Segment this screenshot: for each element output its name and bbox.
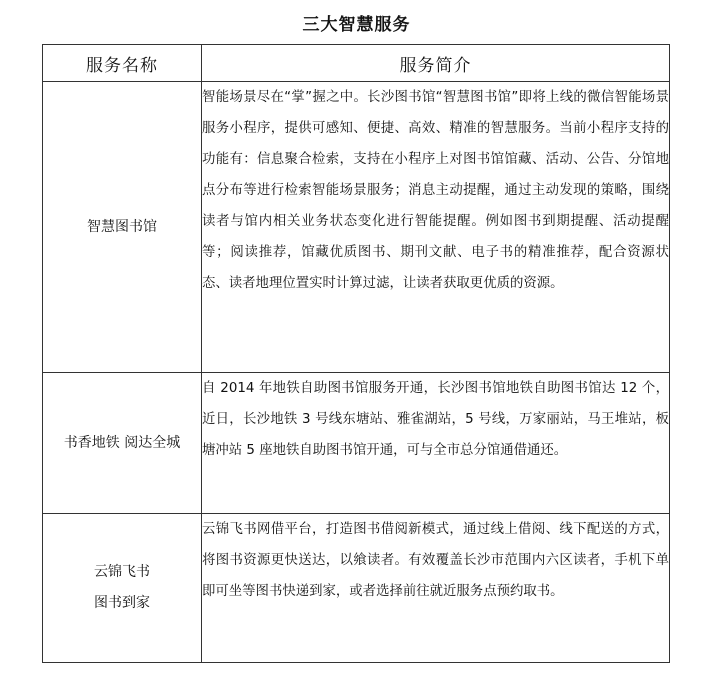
table-row — [43, 373, 670, 514]
service-name-cell — [43, 82, 202, 373]
table-header-row — [43, 45, 670, 82]
header-service-name: 服务名称 — [43, 45, 202, 82]
document-title: 三大智慧服务 — [302, 15, 411, 35]
service-name-cell — [43, 514, 202, 663]
service-description-cell: 自 2014 年地铁自助图书馆服务开通，长沙图书馆地铁自助图书馆达 12 个，近日，长沙地铁 3 号线东塘站、雅雀湖站，5 号线，万家丽站，马王堆站，板塘冲站 5 座地铁自助图书馆开通，可与全市总分馆通借通还。 — [202, 373, 670, 514]
service-name-line: 图书到家 — [94, 595, 150, 611]
table-row — [43, 514, 670, 663]
service-description-cell: 云锦飞书网借平台，打造图书借阅新模式，通过线上借阅、线下配送的方式，将图书资源更快送达，以飨读者。有效覆盖长沙市范围内六区读者，手机下单即可坐等图书快递到家，或者选择前往就近服务点预约取书。 — [202, 514, 670, 663]
service-description-cell: 智能场景尽在“掌”握之中。长沙图书馆“智慧图书馆”即将上线的微信智能场景服务小程序，提供可感知、便捷、高效、精准的智慧服务。当前小程序支持的功能有：信息聚合检索，支持在小程序上对图书馆馆藏、活动、公告、分馆地点分布等进行检索智能场景服务；消息主动提醒，通过主动发现的策略，围绕读者与馆内相关业务状态变化进行智能提醒。例如图书到期提醒、活动提醒等；阅读推荐，馆藏优质图书、期刊文献、电子书的精准推荐，配合资源状态、读者地理位置实时计算过滤，让读者获取更优质的资源。 — [202, 82, 670, 373]
service-name-line: 智慧图书馆 — [87, 218, 157, 235]
table-row — [43, 82, 670, 373]
service-name-line: 书香地铁 阅达全城 — [63, 434, 181, 451]
service-name-cell — [43, 373, 202, 514]
header-service-description: 服务简介 — [202, 45, 670, 82]
services-table — [42, 44, 670, 663]
service-name-line: 云锦飞书 — [94, 564, 150, 580]
